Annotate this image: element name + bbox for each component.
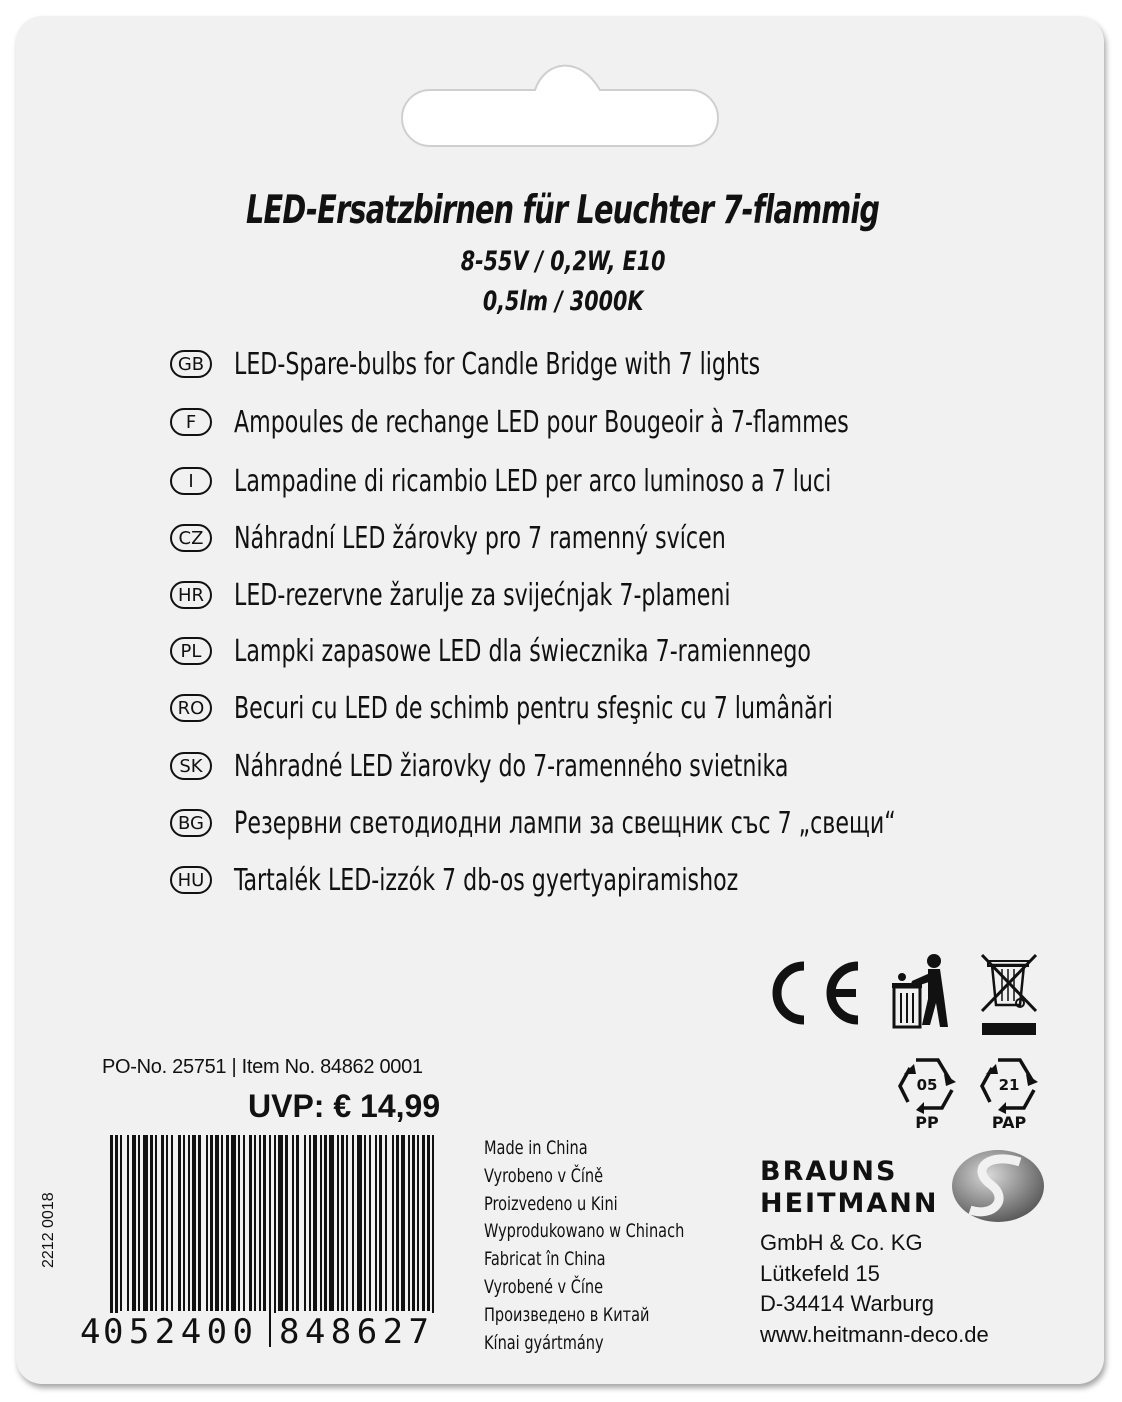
translation-row	[170, 461, 962, 501]
made-in-list	[484, 1135, 684, 1357]
made-in-line: Wyprodukowano w Chinach	[484, 1220, 685, 1243]
translation-text: Ampoules de rechange LED pour Bougeoir à 7-flammes	[234, 404, 849, 440]
translation-text: Becuri cu LED de schimb pentru sfeşnic cu 7 lumânări	[234, 690, 833, 726]
brand-name-line2: HEITMANN	[760, 1188, 939, 1219]
company-website-link[interactable]: www.heitmann-deco.de	[760, 1321, 989, 1347]
barcode-bar	[215, 1135, 219, 1311]
svg-text:CE: CE	[762, 958, 764, 959]
barcode-bar	[346, 1135, 348, 1311]
language-badge: I	[170, 467, 212, 495]
barcode-bar	[127, 1135, 129, 1311]
barcode-bar	[161, 1135, 164, 1311]
barcode-bar	[341, 1135, 344, 1311]
barcode-bar	[249, 1135, 252, 1311]
dispose-in-bin-icon	[890, 953, 950, 1031]
barcode-bar	[231, 1135, 236, 1311]
translation-row	[170, 803, 1041, 843]
language-badge: GB	[170, 350, 212, 378]
barcode-bar	[337, 1135, 339, 1311]
barcode-bar	[259, 1135, 261, 1311]
batch-number: 2212 0018	[40, 1192, 57, 1268]
barcode-bar	[412, 1135, 415, 1311]
address-line: Lütkefeld 15	[760, 1260, 880, 1286]
translation-text: Резервни светодиодни лампи за свещник със 7 „свещи“	[234, 805, 896, 841]
barcode-bar	[269, 1135, 271, 1347]
barcode-bar	[379, 1135, 382, 1311]
barcode-bar	[254, 1135, 256, 1311]
barcode-bar	[385, 1135, 387, 1311]
barcode-bar	[313, 1135, 317, 1311]
barcode-bar	[357, 1135, 362, 1311]
barcode-bar	[324, 1135, 327, 1311]
brand-name-line1: BRAUNS	[760, 1156, 898, 1187]
barcode-bar	[304, 1135, 306, 1311]
barcode-digits-right: 848627	[279, 1312, 429, 1352]
barcode-bar	[132, 1135, 136, 1311]
translation-row	[170, 746, 910, 786]
language-badge: HU	[170, 866, 212, 894]
barcode-bar	[210, 1135, 213, 1311]
translation-text: Náhradní LED žárovky pro 7 ramenný svícen	[234, 520, 726, 556]
barcode-bar	[120, 1135, 122, 1311]
barcode-bar	[296, 1135, 299, 1311]
translation-row	[170, 860, 849, 900]
translation-text: LED-Spare-bulbs for Candle Bridge with 7 lights	[234, 346, 761, 382]
barcode-bar	[320, 1135, 322, 1311]
barcode-bar	[166, 1135, 168, 1311]
barcode-bar	[309, 1135, 311, 1311]
barcode-bar	[150, 1135, 153, 1311]
address-line: GmbH & Co. KG	[760, 1230, 923, 1255]
translation-row	[170, 344, 876, 384]
recycle-pap-label: PAP	[991, 1113, 1027, 1132]
barcode-bar	[369, 1135, 371, 1311]
barcode-bar	[352, 1135, 354, 1311]
recycle-pp-label: PP	[915, 1113, 939, 1132]
weee-crossed-bin-icon	[978, 953, 1040, 1039]
company-address	[760, 1228, 989, 1350]
barcode-bar	[375, 1135, 377, 1311]
barcode-bar	[188, 1135, 190, 1311]
barcode-bar	[364, 1135, 366, 1311]
barcode-bar	[263, 1135, 266, 1311]
translation-text: LED-rezervne žarulje za svijećnjak 7-plameni	[234, 577, 731, 613]
barcode-bar	[396, 1135, 399, 1311]
translation-row	[170, 575, 840, 615]
translation-row	[170, 688, 964, 728]
made-in-line: Proizvedeno u Kini	[484, 1192, 618, 1215]
barcode-bar	[171, 1135, 173, 1311]
made-in-line: Произведено в Китай	[484, 1303, 650, 1326]
barcode-bar	[155, 1135, 157, 1311]
barcode-bar	[221, 1135, 223, 1311]
barcode-bar	[143, 1135, 148, 1311]
barcode-bar	[206, 1135, 208, 1311]
barcode-bar	[183, 1135, 185, 1311]
barcode-bar	[198, 1135, 201, 1311]
svg-text:21: 21	[998, 1076, 1020, 1094]
translation-row	[170, 402, 984, 442]
address-line: D-34414 Warburg	[760, 1291, 935, 1316]
barcode-digit-first: 4	[80, 1312, 101, 1352]
made-in-line: Made in China	[484, 1137, 588, 1159]
barcode-bar	[292, 1135, 294, 1311]
translation-row	[170, 518, 834, 558]
language-badge: SK	[170, 752, 212, 780]
barcode-bar	[238, 1135, 240, 1311]
translation-text: Lampadine di ricambio LED per arco luminoso a 7 luci	[234, 463, 832, 499]
made-in-line: Fabricat în China	[484, 1248, 606, 1271]
product-title: LED-Ersatzbirnen für Leuchter 7-flammig	[246, 188, 880, 233]
po-item-number: PO-No. 25751 | Item No. 84862 0001	[102, 1056, 423, 1078]
translation-row	[170, 631, 938, 671]
barcode-bar	[408, 1135, 410, 1311]
svg-text:05: 05	[916, 1076, 938, 1094]
barcode-bar	[427, 1135, 430, 1311]
spec-line-2: 0,5lm / 3000K	[482, 286, 644, 317]
ean-barcode	[78, 1135, 458, 1355]
made-in-line: Vyrobené v Číne	[484, 1275, 604, 1298]
barcode-bar	[392, 1135, 394, 1311]
barcode-bar	[422, 1135, 425, 1311]
language-badge: PL	[170, 637, 212, 665]
translation-text: Náhradné LED žiarovky do 7-ramenného svietnika	[234, 748, 789, 784]
translation-text: Tartalék LED-izzók 7 db-os gyertyapiramishoz	[234, 862, 739, 898]
barcode-bar	[138, 1135, 140, 1311]
language-badge: HR	[170, 581, 212, 609]
made-in-line: Vyrobeno v Číně	[484, 1164, 604, 1187]
spec-line-1: 8-55V / 0,2W, E10	[460, 246, 666, 277]
language-badge: CZ	[170, 524, 212, 552]
barcode-digits-left: 052400	[103, 1312, 253, 1352]
brand-logo-icon	[950, 1148, 1046, 1224]
recycle-pp-icon	[894, 1050, 960, 1116]
barcode-bar	[401, 1135, 405, 1311]
language-badge: BG	[170, 809, 212, 837]
ce-mark-icon	[762, 958, 867, 1028]
barcode-bar	[192, 1135, 196, 1311]
made-in-line: Kínai gyártmány	[484, 1331, 604, 1354]
hang-hole	[0, 0, 1122, 170]
barcode-bar	[226, 1135, 229, 1311]
barcode-bar	[329, 1135, 334, 1311]
price-uvp: UVP: € 14,99	[248, 1088, 441, 1124]
barcode-bar	[285, 1135, 288, 1311]
barcode-bar	[278, 1135, 283, 1311]
barcode-bar	[243, 1135, 245, 1311]
translation-text: Lampki zapasowe LED dla świecznika 7-ramiennego	[234, 633, 811, 669]
barcode-bar	[178, 1135, 181, 1311]
language-badge: RO	[170, 694, 212, 722]
recycle-pap-icon	[976, 1050, 1042, 1116]
barcode-bar	[417, 1135, 419, 1311]
language-badge: F	[170, 408, 212, 436]
